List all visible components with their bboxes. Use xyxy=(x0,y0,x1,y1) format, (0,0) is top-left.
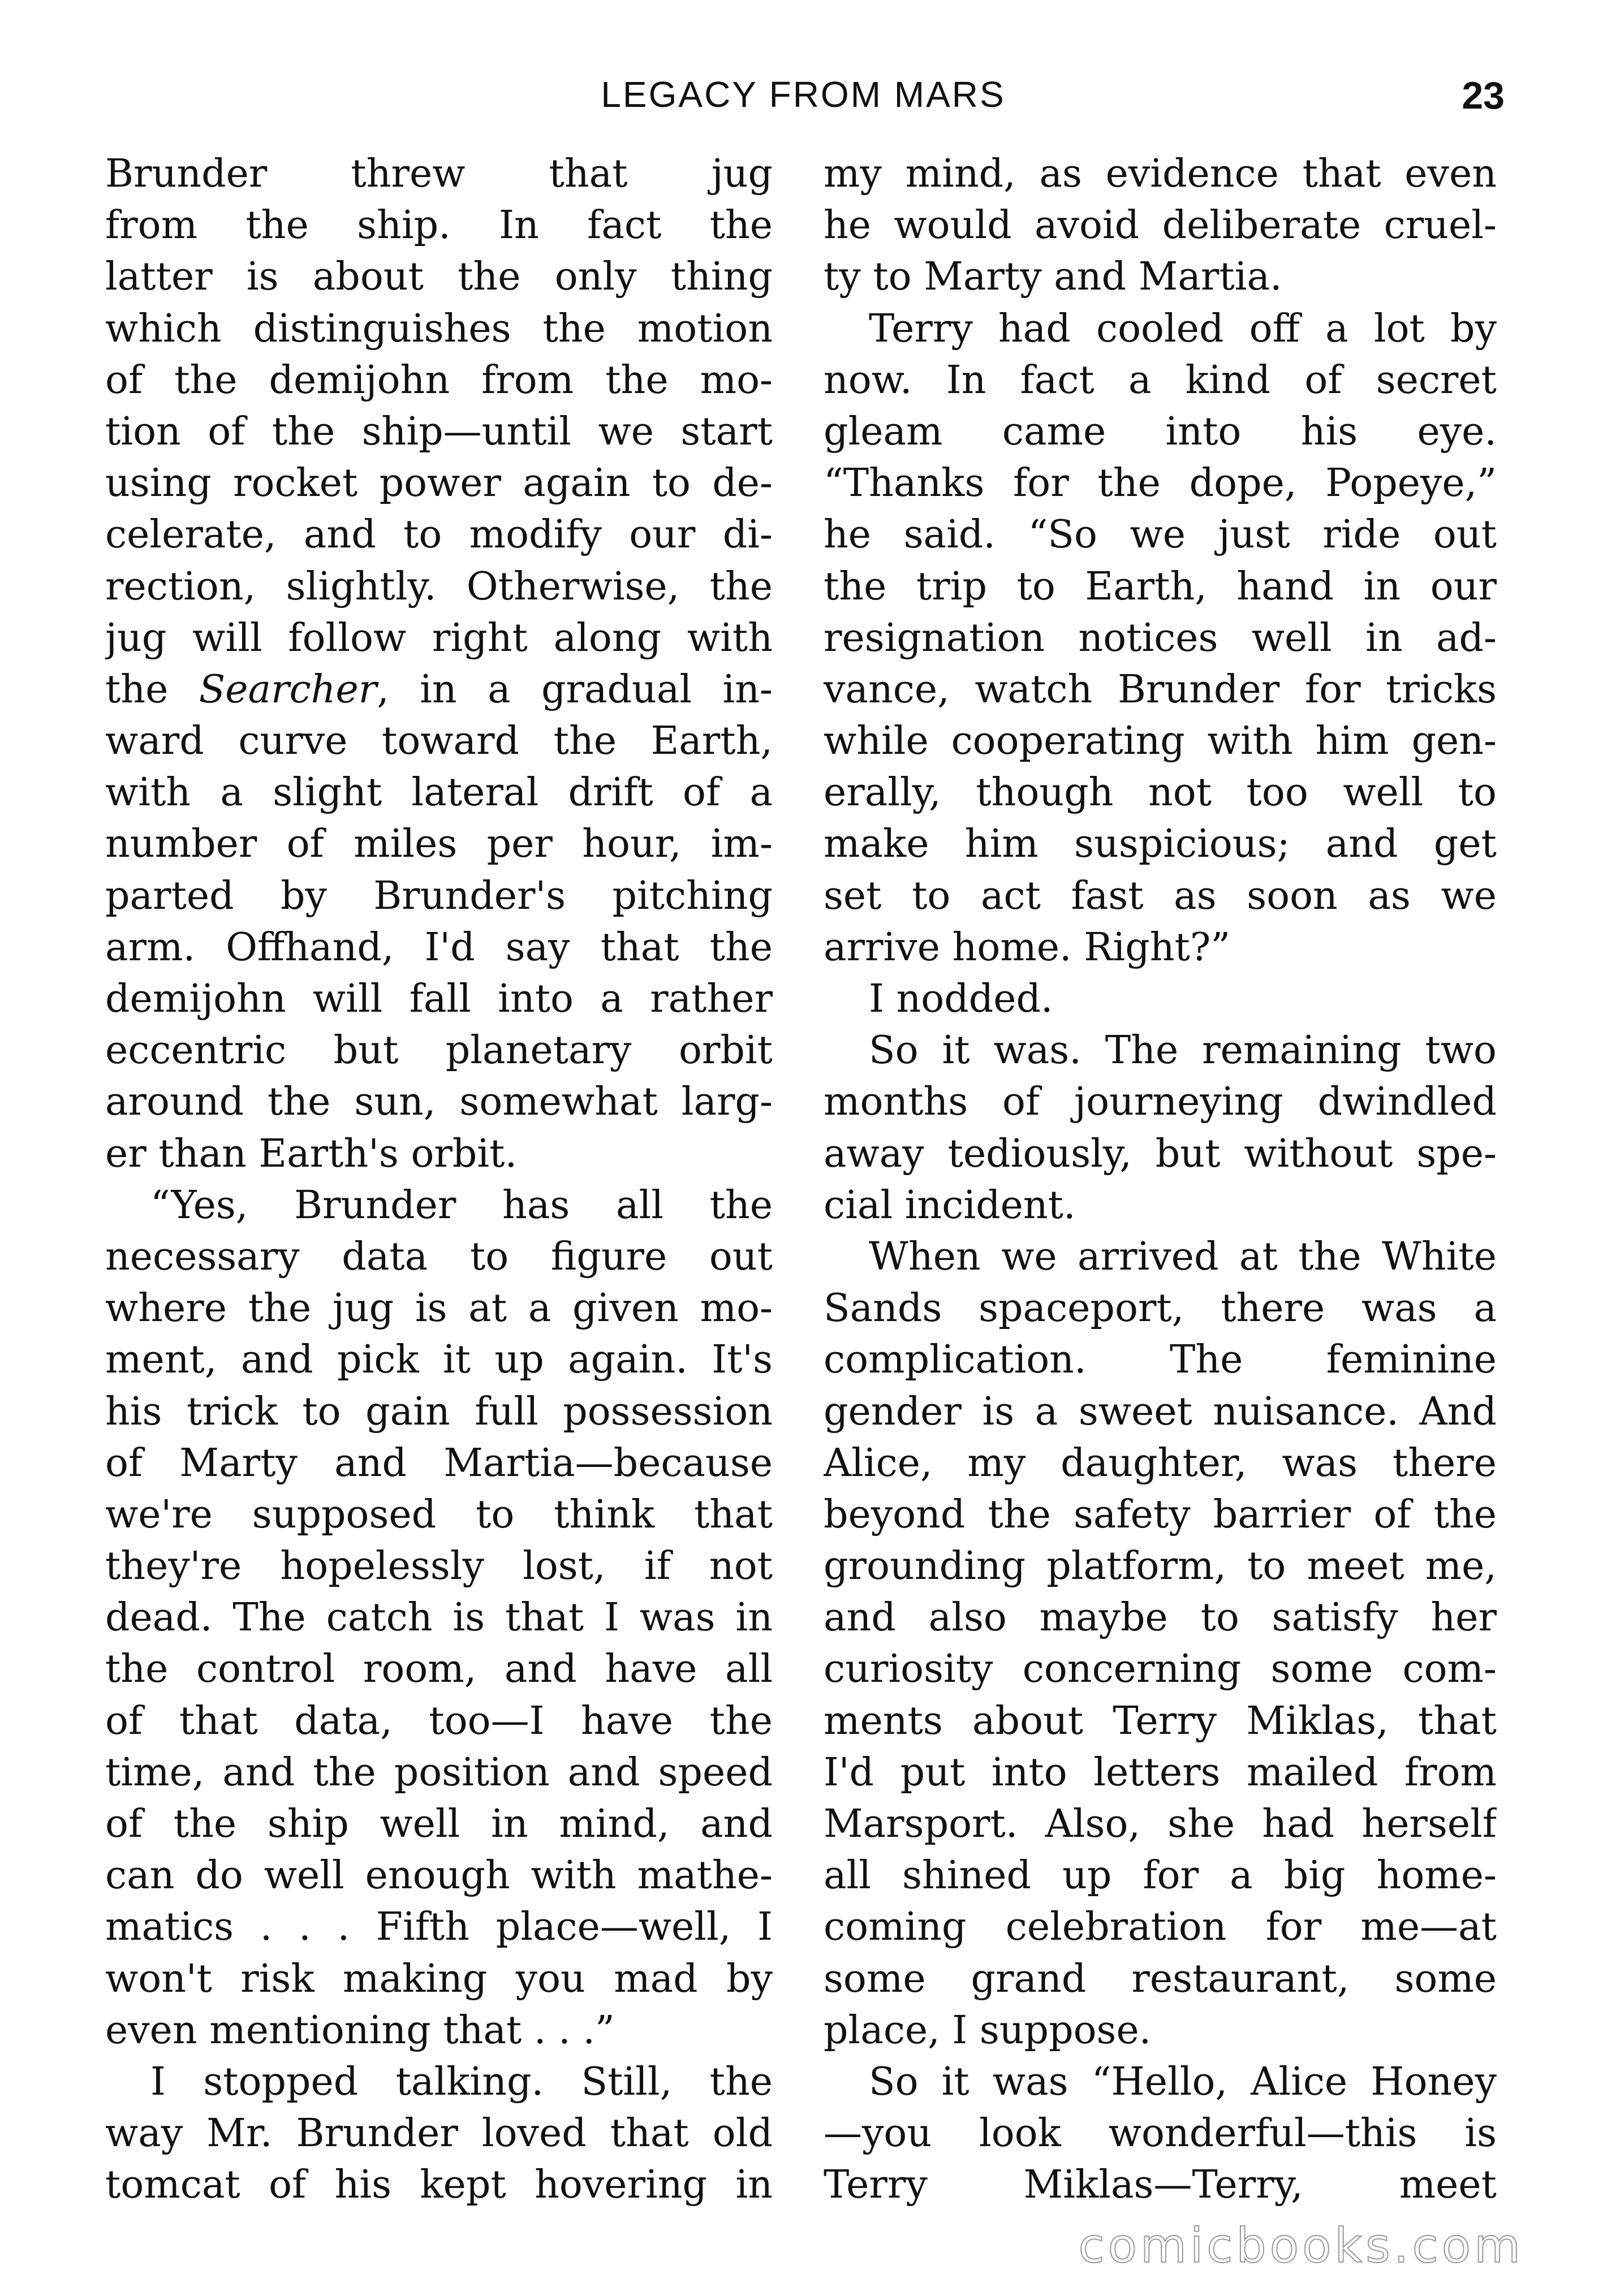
running-head xyxy=(102,74,1505,136)
text-line: tomcat of his kept hovering in xyxy=(105,2163,773,2208)
text-line: which distinguishes the motion xyxy=(105,306,773,351)
text-line: around the sun, somewhat larg- xyxy=(105,1080,773,1125)
text-line: ward curve toward the Earth, xyxy=(105,719,773,764)
text-line: with a slight lateral drift of a xyxy=(105,770,773,815)
text-line: the Searcher, in a gradual in- xyxy=(105,667,773,712)
text-line: tion of the ship—until we start xyxy=(105,409,773,454)
text-line: away tediously, but without spe- xyxy=(824,1131,1497,1176)
text-line: months of journeying dwindled xyxy=(824,1080,1497,1125)
text-line: Sands spaceport, there was a xyxy=(824,1286,1497,1331)
text-line: of the ship well in mind, and xyxy=(105,1802,773,1846)
text-line: arrive home. Right?” xyxy=(824,925,1231,970)
text-line: can do well enough with mathe- xyxy=(105,1853,773,1898)
text-line: Terry had cooled off a lot by xyxy=(869,306,1497,351)
text-line: grounding platform, to meet me, xyxy=(824,1544,1497,1589)
text-line: ment, and pick it up again. It's xyxy=(105,1337,773,1383)
text-line: “Thanks for the dope, Popeye,” xyxy=(824,461,1497,506)
text-line: ty to Marty and Martia. xyxy=(824,254,1282,300)
text-line: of the demijohn from the mo- xyxy=(105,357,773,403)
text-line: time, and the position and speed xyxy=(105,1750,773,1795)
text-line: —you look wonderful—this is xyxy=(824,2111,1497,2156)
text-line: of that data, too—I have the xyxy=(105,1698,773,1743)
text-line: where the jug is at a given mo- xyxy=(105,1286,773,1331)
watermark-logo: comicbooks.com xyxy=(1078,2218,1524,2273)
running-title: LEGACY FROM MARS xyxy=(601,74,1006,115)
text-line: the control room, and have all xyxy=(105,1647,773,1692)
text-line: he would avoid deliberate cruel- xyxy=(824,203,1497,248)
text-line: he said. “So we just ride out xyxy=(824,512,1497,558)
text-line: When we arrived at the White xyxy=(869,1234,1497,1279)
text-line: So it was. The remaining two xyxy=(869,1028,1497,1073)
text-line: rection, slightly. Otherwise, the xyxy=(105,564,773,609)
text-line: his trick to gain full possession xyxy=(105,1389,773,1434)
text-line: complication. The feminine xyxy=(824,1337,1497,1383)
text-line: gleam came into his eye. xyxy=(824,409,1497,454)
text-line: number of miles per hour, im- xyxy=(105,822,773,867)
text-line: matics . . . Fifth place—well, I xyxy=(105,1905,773,1950)
text-line: make him suspicious; and get xyxy=(824,822,1497,867)
text-line: cial incident. xyxy=(824,1182,1076,1228)
text-line: of Marty and Martia—because xyxy=(105,1440,773,1486)
text-line: way Mr. Brunder loved that old xyxy=(105,2111,773,2156)
text-line: I'd put into letters mailed from xyxy=(824,1750,1497,1795)
text-line: “Yes, Brunder has all the xyxy=(150,1182,773,1228)
text-line: celerate, and to modify our di- xyxy=(105,512,773,558)
text-line: place, I suppose. xyxy=(824,2008,1152,2053)
text-line: using rocket power again to de- xyxy=(105,461,773,506)
text-line: jug will follow right along with xyxy=(105,615,773,661)
text-line: gender is a sweet nuisance. And xyxy=(824,1389,1497,1434)
text-column-right xyxy=(824,148,1497,2207)
text-line: demijohn will fall into a rather xyxy=(105,977,773,1021)
text-line: ments about Terry Miklas, that xyxy=(824,1698,1497,1743)
text-line: coming celebration for me—at xyxy=(824,1905,1497,1950)
text-line: I stopped talking. Still, the xyxy=(150,2059,773,2104)
page-number: 23 xyxy=(1462,74,1505,117)
text-line: and also maybe to satisfy her xyxy=(824,1595,1497,1641)
text-line: Brunder threw that jug xyxy=(105,152,773,196)
text-line: Alice, my daughter, was there xyxy=(824,1440,1497,1486)
text-line: they're hopelessly lost, if not xyxy=(105,1544,773,1589)
text-line: erally, though not too well to xyxy=(824,770,1497,815)
text-line: necessary data to figure out xyxy=(105,1234,773,1279)
text-line: beyond the safety barrier of the xyxy=(824,1492,1497,1537)
text-line: curiosity concerning some com- xyxy=(824,1647,1497,1692)
text-line: won't risk making you mad by xyxy=(105,1956,773,2001)
text-line: I nodded. xyxy=(869,977,1053,1021)
text-line: even mentioning that . . .” xyxy=(105,2008,615,2053)
text-line: arm. Offhand, I'd say that the xyxy=(105,925,773,970)
text-line: set to act fast as soon as we xyxy=(824,873,1497,918)
text-line: So it was “Hello, Alice Honey xyxy=(869,2059,1497,2104)
text-line: er than Earth's orbit. xyxy=(105,1131,518,1176)
text-line: now. In fact a kind of secret xyxy=(824,357,1497,403)
text-line: while cooperating with him gen- xyxy=(824,719,1497,764)
text-line: from the ship. In fact the xyxy=(105,203,773,248)
text-line: parted by Brunder's pitching xyxy=(105,873,773,918)
text-line: all shined up for a big home- xyxy=(824,1853,1497,1898)
text-line: resignation notices well in ad- xyxy=(824,615,1497,661)
text-line: some grand restaurant, some xyxy=(824,1956,1497,2001)
text-line: latter is about the only thing xyxy=(105,254,773,300)
text-line: Marsport. Also, she had herself xyxy=(824,1802,1497,1846)
text-line: Terry Miklas—Terry, meet xyxy=(824,2163,1497,2208)
text-line: eccentric but planetary orbit xyxy=(105,1028,773,1073)
text-line: dead. The catch is that I was in xyxy=(105,1595,773,1641)
text-line: vance, watch Brunder for tricks xyxy=(824,667,1497,712)
text-line: we're supposed to think that xyxy=(105,1492,773,1537)
text-line: the trip to Earth, hand in our xyxy=(824,564,1497,609)
text-line: my mind, as evidence that even xyxy=(824,152,1497,196)
text-column-left xyxy=(105,148,773,2207)
